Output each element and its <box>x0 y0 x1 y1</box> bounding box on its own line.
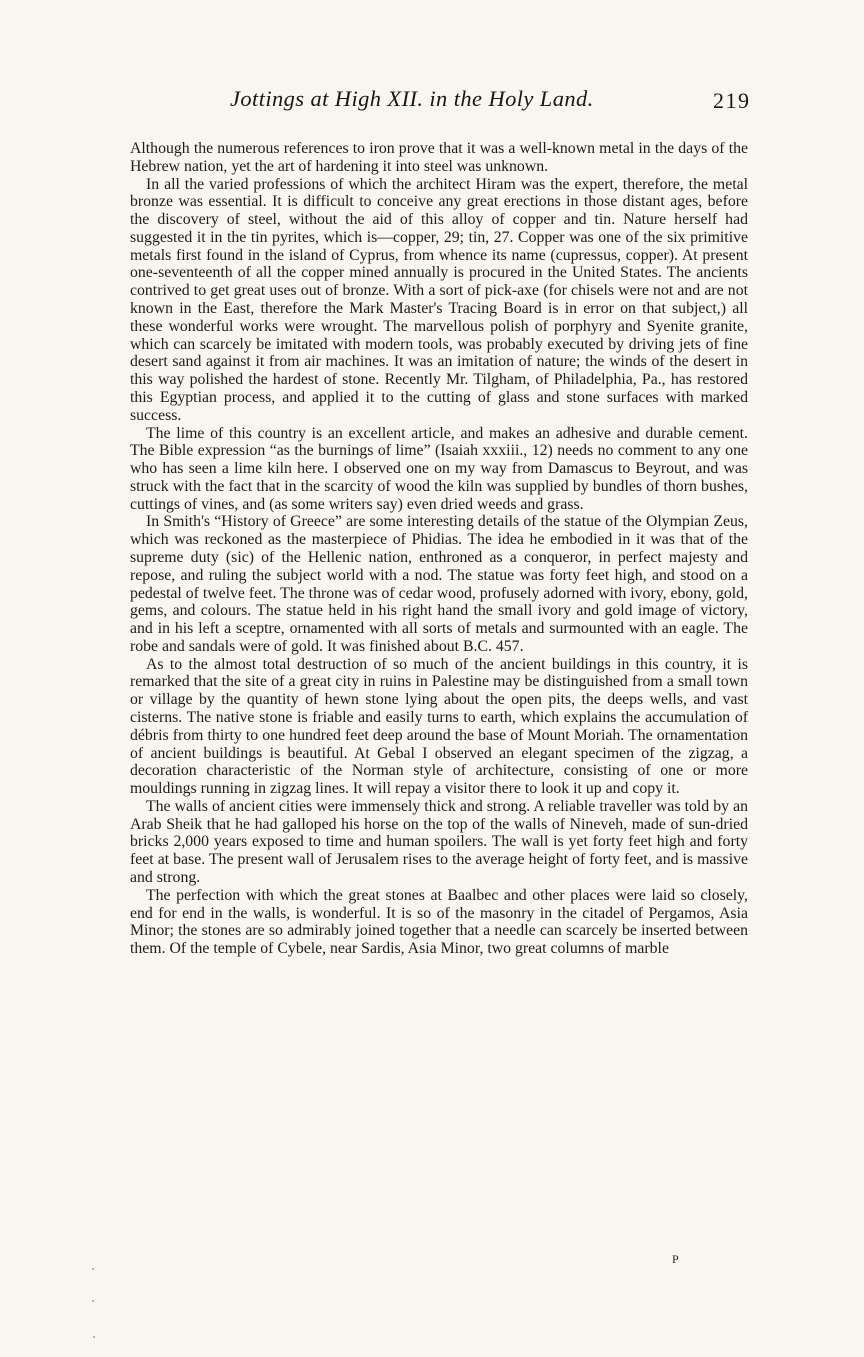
paragraph-city-walls: The walls of ancient cities were immensely thick and strong. A reliable traveller was told by an Arab Sheik that he had galloped his horse on the top of the walls of Nineveh, made of sun-dried bricks 2,000 years exposed to time and human spoilers. The wall is yet forty feet high and forty feet at base. The present wall of Jerusalem rises to the average height of forty feet, and is massive and strong. <box>130 797 748 887</box>
paragraph-iron: Although the numerous references to iron prove that it was a well-known metal in the days of the Hebrew nation, yet the art of hardening it into steel was unknown. <box>130 140 748 175</box>
page-number: 219 <box>713 88 751 113</box>
paragraph-bronze: In all the varied professions of which the architect Hiram was the expert, therefore, the metal bronze was essential. It is difficult to conceive any great erections in those distant ages, before the discovery of steel, without the aid of this alloy of copper and tin. Nature herself had suggested it in the tin pyrites, which is—copper, 29; tin, 27. Copper was one of the six primitive metals first found in the island of Cyprus, from whence its name (cupressus, copper). At present one-seventeenth of all the copper mined annually is procured in the United States. The ancients contrived to get great uses out of bronze. With a sort of pick-axe (for chisels were not and are not known in the East, therefore the Mark Master's Tracing Board is in error on that subject,) all these wonderful works were wrought. The marvellous polish of porphyry and Syenite granite, which can scarcely be imitated with modern tools, was probably executed by driving jets of fine desert sand against it from air machines. It was an imitation of nature; the winds of the desert in this way polished the hardest of stone. Recently Mr. Tilgham, of Philadelphia, Pa., has restored this Egyptian process, and applied it to the cutting of glass and stone surfaces with marked success. <box>130 175 748 424</box>
paragraph-olympian-zeus: In Smith's “History of Greece” are some interesting details of the statue of the Olympian Zeus, which was reckoned as the masterpiece of Phidias. The idea he embodied in it was that of the supreme duty (sic) of the Hellenic nation, enthroned as a conqueror, in perfect majesty and repose, and ruling the subject world with a nod. The statue was forty feet high, and stood on a pedestal of twelve feet. The throne was of cedar wood, profusely adorned with ivory, ebony, gold, gems, and colours. The statue held in his right hand the small ivory and gold image of victory, and in his left a sceptre, ornamented with all sorts of metals and surmounted with an eagle. The robe and sandals were of gold. It was finished about B.C. 457. <box>130 513 748 655</box>
margin-speck <box>92 1300 94 1302</box>
margin-speck <box>93 1336 95 1338</box>
paragraph-stone-masonry: The perfection with which the great stones at Baalbec and other places were laid so closely, end for end in the walls, is wonderful. It is so of the masonry in the citadel of Pergamos, Asia Minor; the stones are so admirably joined together that a needle can scarcely be inserted between them. Of the temple of Cybele, near Sardis, Asia Minor, two great columns of marble <box>130 886 748 958</box>
paragraph-lime: The lime of this country is an excellent article, and makes an adhesive and durable cement. The Bible expression “as the burnings of lime” (Isaiah xxxiii., 12) needs no comment to any one who has seen a lime kiln here. I observed one on my way from Damascus to Beyrout, and was struck with the fact that in the scarcity of wood the kiln was supplied by bundles of thorn bushes, cuttings of vines, and (as some writers say) even dried weeds and grass. <box>130 424 748 513</box>
paragraph-ancient-buildings: As to the almost total destruction of so much of the ancient buildings in this country, it is remarked that the site of a great city in ruins in Palestine may be distinguished from a small town or village by the quantity of hewn stone lying about the open pits, the deeps wells, and vast cisterns. The native stone is friable and easily turns to earth, which explains the accumulation of débris from thirty to one hundred feet deep around the base of Mount Moriah. The ornamentation of ancient buildings is beautiful. At Gebal I observed an elegant specimen of the zigzag, a decoration characteristic of the Norman style of architecture, consisting of one or more mouldings running in zigzag lines. It will repay a visitor there to look it up and copy it. <box>130 655 748 798</box>
body-text <box>130 140 748 958</box>
margin-speck <box>92 1268 94 1270</box>
running-title: Jottings at High XII. in the Holy Land. <box>230 86 594 111</box>
signature-mark: P <box>672 1252 679 1266</box>
page-header <box>0 78 864 118</box>
